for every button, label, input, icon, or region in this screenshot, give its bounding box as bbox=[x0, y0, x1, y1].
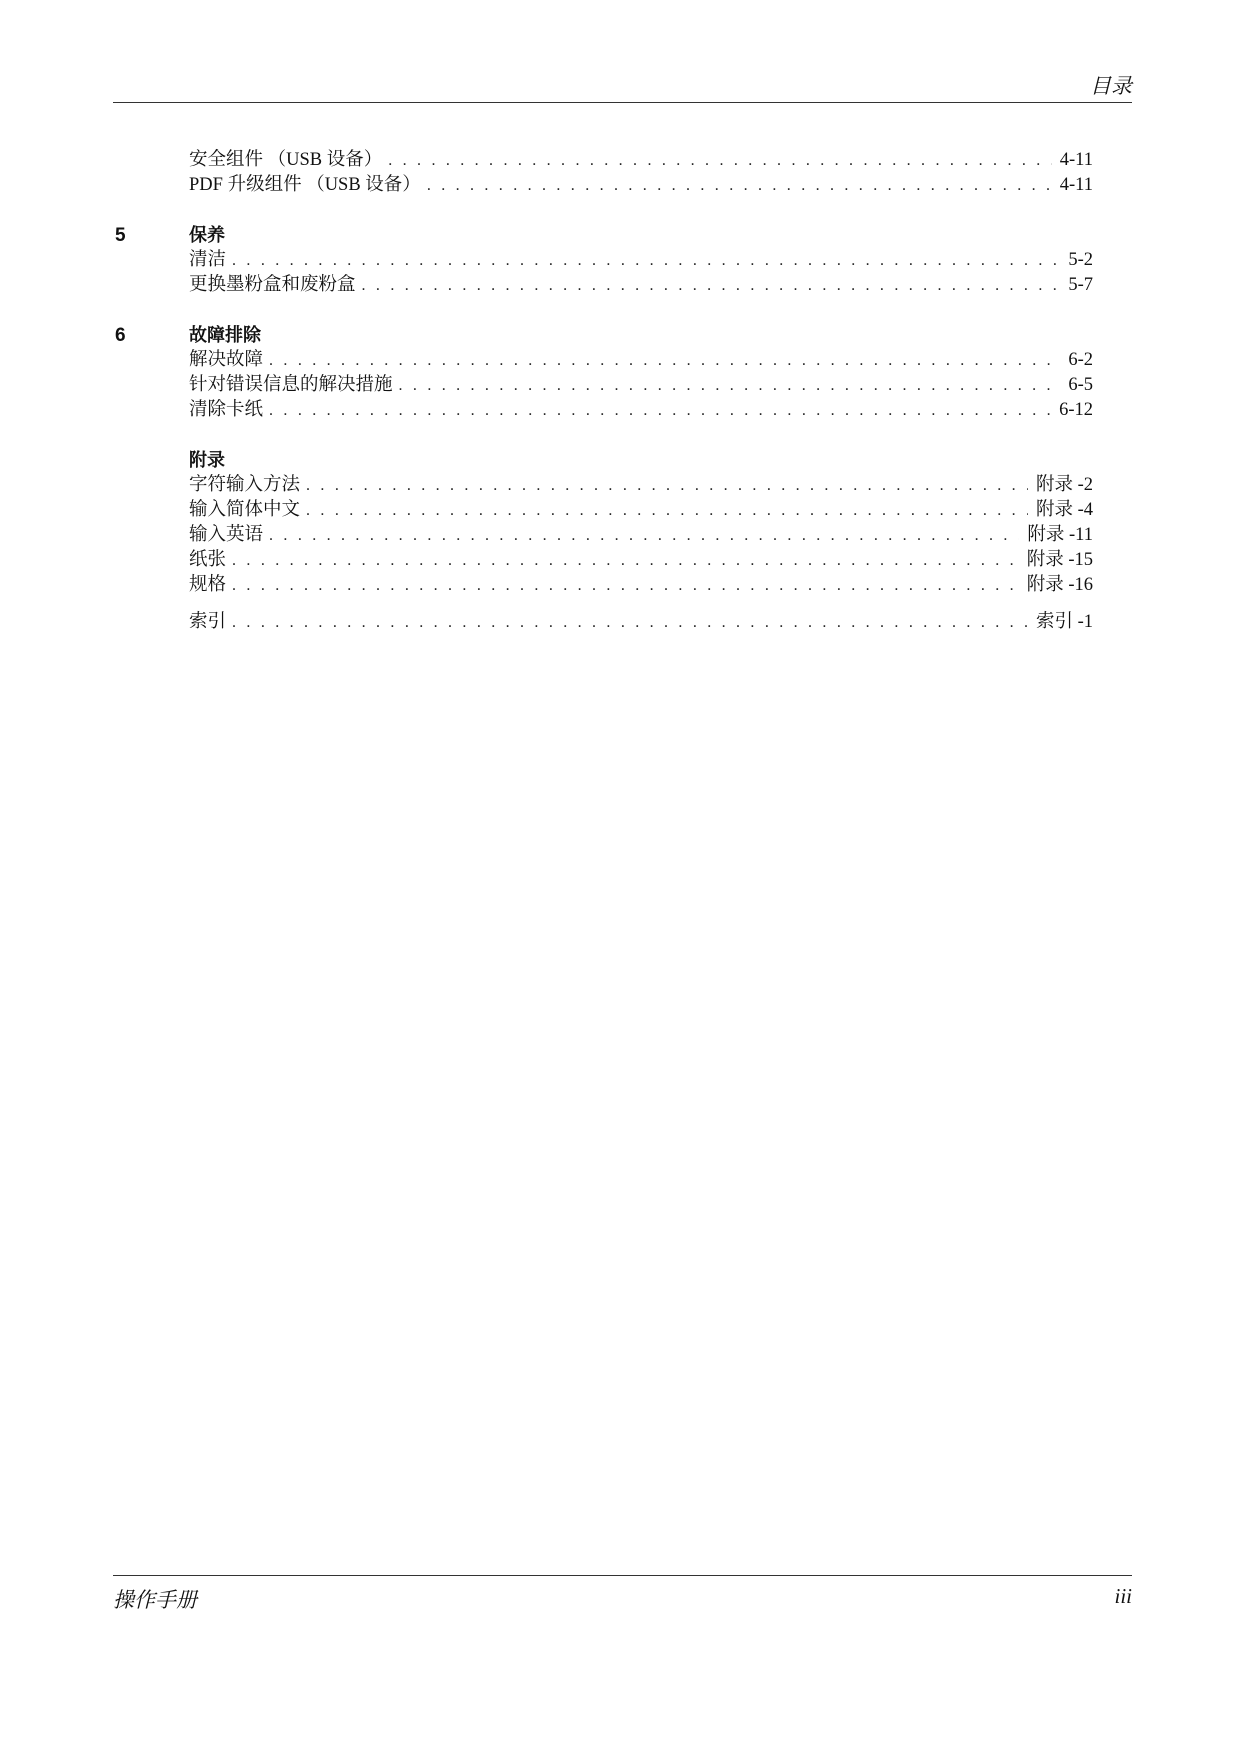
chapter-title[interactable]: 保养 bbox=[189, 225, 225, 246]
toc-entry-page: 6-12 bbox=[1059, 400, 1093, 420]
toc-entry-page: 索引 -1 bbox=[1035, 612, 1093, 632]
dot-leader bbox=[306, 473, 1028, 498]
dot-leader bbox=[427, 173, 1052, 198]
footer-page-number: iii bbox=[1114, 1584, 1132, 1608]
toc-entry-label: 清洁 bbox=[189, 250, 227, 270]
toc-entry[interactable] bbox=[189, 573, 1093, 598]
appendix-title[interactable]: 附录 bbox=[189, 450, 225, 471]
toc-chapter-6 bbox=[113, 323, 1093, 423]
toc-entry-label: 清除卡纸 bbox=[189, 400, 264, 420]
toc-entry-label: 更换墨粉盒和废粉盒 bbox=[189, 275, 356, 295]
toc-entry-page: 附录 -2 bbox=[1035, 475, 1093, 495]
toc-entry-page: 5-7 bbox=[1068, 275, 1093, 295]
dot-leader bbox=[388, 148, 1052, 173]
toc-entry-label: PDF 升级组件 （USB 设备） bbox=[189, 175, 421, 195]
toc-entry-label: 输入简体中文 bbox=[189, 500, 301, 520]
chapter-number: 6 bbox=[115, 325, 126, 346]
dot-leader bbox=[232, 573, 1019, 598]
dot-leader bbox=[232, 548, 1019, 573]
toc-entry[interactable] bbox=[189, 473, 1093, 498]
toc-entry[interactable] bbox=[189, 348, 1093, 373]
toc-appendix bbox=[113, 448, 1093, 598]
dot-leader bbox=[269, 348, 1060, 373]
header-divider bbox=[113, 102, 1132, 103]
toc-entry[interactable] bbox=[189, 398, 1093, 423]
dot-leader bbox=[232, 610, 1028, 635]
toc-entry-label: 针对错误信息的解决措施 bbox=[189, 375, 393, 395]
toc-entry-page: 附录 -4 bbox=[1035, 500, 1093, 520]
dot-leader bbox=[269, 398, 1051, 423]
toc-entry-page: 4-11 bbox=[1059, 175, 1093, 195]
toc-entry-label: 字符输入方法 bbox=[189, 475, 301, 495]
footer-manual-title: 操作手册 bbox=[113, 1588, 197, 1612]
toc-continued-section bbox=[113, 148, 1093, 198]
chapter-title[interactable]: 故障排除 bbox=[189, 325, 261, 346]
toc-entry-label: 索引 bbox=[189, 612, 227, 632]
toc-entry-label: 纸张 bbox=[189, 550, 227, 570]
toc-entry-label: 安全组件 （USB 设备） bbox=[189, 150, 383, 170]
dot-leader bbox=[306, 498, 1028, 523]
toc-entry[interactable] bbox=[189, 523, 1093, 548]
toc-index-section bbox=[113, 610, 1093, 635]
toc-entry-page: 6-5 bbox=[1068, 375, 1093, 395]
toc-entry-label: 输入英语 bbox=[189, 525, 264, 545]
toc-entry-index[interactable] bbox=[189, 610, 1093, 635]
toc-entry[interactable] bbox=[189, 548, 1093, 573]
toc-entry[interactable] bbox=[189, 273, 1093, 298]
toc-entry-page: 附录 -11 bbox=[1027, 525, 1093, 545]
dot-leader bbox=[362, 273, 1061, 298]
toc-entry-page: 5-2 bbox=[1068, 250, 1093, 270]
toc-entry[interactable] bbox=[189, 248, 1093, 273]
dot-leader bbox=[269, 523, 1019, 548]
toc-entry[interactable] bbox=[189, 498, 1093, 523]
dot-leader bbox=[399, 373, 1061, 398]
dot-leader bbox=[232, 248, 1060, 273]
running-header-title: 目录 bbox=[1090, 74, 1132, 98]
table-of-contents bbox=[113, 148, 1093, 635]
chapter-number: 5 bbox=[115, 225, 126, 246]
toc-entry[interactable] bbox=[189, 373, 1093, 398]
toc-entry-label: 规格 bbox=[189, 575, 227, 595]
toc-chapter-5 bbox=[113, 223, 1093, 298]
toc-entry-page: 4-11 bbox=[1059, 150, 1093, 170]
footer-divider bbox=[113, 1575, 1132, 1576]
toc-entry-page: 6-2 bbox=[1068, 350, 1093, 370]
toc-entry-label: 解决故障 bbox=[189, 350, 264, 370]
toc-entry-page: 附录 -15 bbox=[1026, 550, 1093, 570]
toc-entry[interactable] bbox=[189, 173, 1093, 198]
toc-entry[interactable] bbox=[189, 148, 1093, 173]
toc-entry-page: 附录 -16 bbox=[1026, 575, 1093, 595]
